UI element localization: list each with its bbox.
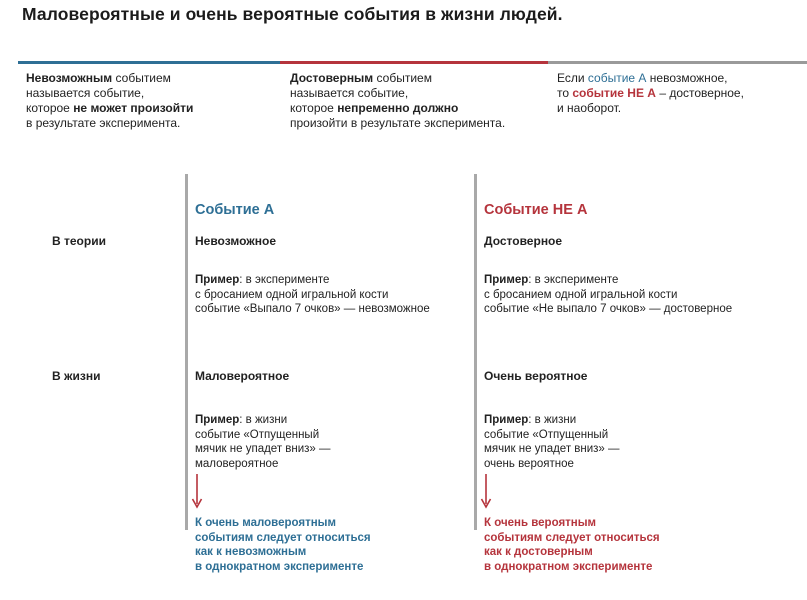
conclusion-not-a: К очень вероятным событиям следует относиться как к достоверным в однократном эксперименте (484, 517, 660, 573)
column-header-a: Событие А (195, 202, 275, 218)
theory-a-head: Невозможное (195, 234, 277, 248)
arrow-down-icon (480, 474, 492, 512)
theory-not-a-head: Достоверное (484, 234, 563, 248)
column-header-not-a: Событие НЕ А (484, 202, 588, 218)
divider-blue (18, 61, 280, 64)
column-divider-a (185, 174, 188, 530)
conclusion-a: К очень маловероятным событиям следует относиться как к невозможным в однократном эксперименте (195, 517, 371, 573)
term-certain: Достоверным (290, 71, 374, 85)
life-a-head: Маловероятное (195, 369, 290, 383)
column-divider-not-a (474, 174, 477, 530)
term-impossible: Невозможным (26, 71, 113, 85)
life-not-a-head: Очень вероятное (484, 369, 588, 383)
row-label-life: В жизни (52, 369, 101, 383)
life-not-a-example: Пример: в жизни событие «Отпущенный мячик не упадет вниз» — очень вероятное (484, 414, 620, 470)
divider-red (280, 61, 548, 64)
definition-impossible: Невозможным событием называется событие, которое не может произойти в результате эксперимента. (26, 71, 194, 130)
row-label-theory: В теории (52, 234, 106, 248)
definition-relation: Если событие А невозможное, то событие НЕ А – достоверное, и наоборот. (557, 71, 744, 115)
life-a-example: Пример: в жизни событие «Отпущенный мячик не упадет вниз» — маловероятное (195, 414, 331, 470)
page-title: Маловероятные и очень вероятные события в жизни людей. (22, 4, 563, 24)
theory-not-a-example: Пример: в эксперименте с бросанием одной игральной кости событие «Не выпало 7 очков» — достоверное (484, 274, 733, 315)
arrow-down-icon (191, 474, 203, 512)
divider-gray (548, 61, 807, 64)
theory-a-example: Пример: в эксперименте с бросанием одной игральной кости событие «Выпало 7 очков» — невозможное (195, 274, 430, 315)
event-not-a-ref: событие НЕ А (572, 86, 656, 100)
event-a-ref: событие А (587, 71, 647, 85)
definition-certain: Достоверным событием называется событие, которое непременно должно произойти в результате эксперимента. (290, 71, 506, 130)
